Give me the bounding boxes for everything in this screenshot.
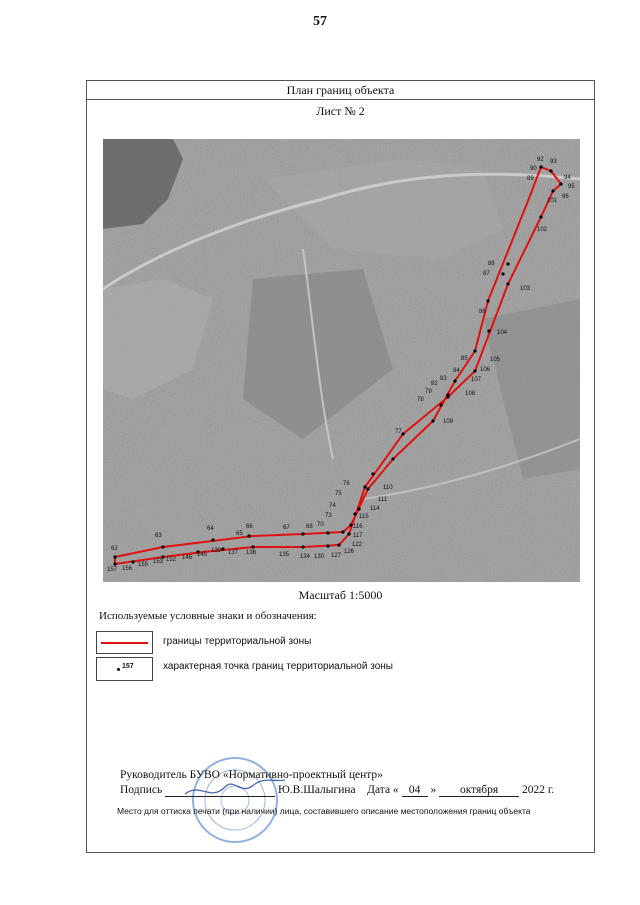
point-label: 127	[331, 553, 342, 559]
point-label: 75	[335, 491, 342, 497]
point-label: 106	[480, 367, 491, 373]
point-label: 88	[488, 261, 495, 267]
sign-label: Подпись	[120, 784, 163, 796]
point-label: 95	[568, 184, 575, 190]
point-label: 135	[279, 552, 290, 558]
point-label: 66	[246, 524, 253, 530]
point-label: 76	[343, 481, 350, 487]
point-label: 68	[306, 524, 313, 530]
point-label: 102	[537, 227, 548, 233]
point-label: 108	[465, 391, 476, 397]
point-label: 62	[111, 546, 118, 552]
point-label: 136	[246, 550, 257, 556]
signature-line	[120, 784, 554, 797]
document-title: План границ объекта	[86, 80, 595, 100]
point-label: 93	[550, 159, 557, 165]
point-label: 114	[370, 506, 380, 512]
point-label: 157	[107, 567, 118, 573]
aerial-map	[103, 139, 580, 582]
stamp-note: Место для оттиска печати (при наличии) лица, составившего описание местоположения границ объекта	[117, 806, 531, 816]
signature-blank	[165, 784, 275, 797]
point-label: 65	[236, 531, 243, 537]
sheet-number: Лист № 2	[316, 104, 365, 118]
point-label: 126	[344, 549, 355, 555]
point-label: 104	[497, 330, 508, 336]
point-label: 109	[443, 419, 454, 425]
date-label: Дата «	[367, 784, 399, 796]
seal-stamp	[180, 752, 290, 847]
point-label: 67	[283, 525, 290, 531]
legend-point-sample	[96, 657, 153, 681]
legend-point-number: 157	[122, 663, 134, 670]
point-label: 101	[547, 198, 558, 204]
map-scale: Масштаб 1:5000	[298, 588, 383, 602]
legend-point-dot	[117, 668, 120, 671]
point-label: 64	[207, 526, 214, 532]
legend-point-label: характерная точка границ территориальной зоны	[163, 661, 393, 672]
point-label: 86	[479, 309, 486, 315]
point-label: 73	[325, 513, 332, 519]
point-label: 134	[300, 554, 311, 560]
date-sep: »	[430, 784, 437, 796]
point-label: 117	[353, 533, 363, 539]
point-label: 156	[122, 566, 133, 572]
date-month: октября	[439, 784, 519, 797]
point-label: 110	[383, 485, 393, 491]
point-label: 153	[153, 559, 164, 565]
point-label: 77	[395, 429, 402, 435]
point-label: 79	[425, 389, 432, 395]
point-label: 155	[138, 562, 149, 568]
point-label: 82	[431, 381, 438, 387]
page-number: 57	[313, 14, 327, 29]
point-label: 122	[352, 542, 363, 548]
point-label: 84	[453, 368, 460, 374]
point-label: 89	[527, 176, 534, 182]
point-label: 130	[314, 554, 325, 560]
point-label: 139	[211, 548, 222, 554]
point-label: 145	[197, 552, 208, 558]
point-label: 87	[483, 271, 490, 277]
point-label: 111	[378, 497, 388, 503]
legend-line-sample	[96, 631, 153, 654]
point-label: 115	[359, 514, 369, 520]
date-day: 04	[402, 784, 428, 797]
point-label: 74	[329, 503, 336, 509]
point-label: 103	[520, 286, 531, 292]
signer-name: Ю.В.Шалыгина	[277, 784, 356, 796]
point-label: 152	[166, 557, 177, 563]
director-line: Руководитель БУВО «Нормативно-проектный центр»	[120, 769, 383, 781]
point-label: 94	[564, 175, 571, 181]
point-label: 85	[461, 356, 468, 362]
point-label: 96	[562, 194, 569, 200]
point-label: 146	[182, 555, 193, 561]
point-label: 116	[353, 524, 363, 530]
point-label: 83	[440, 376, 447, 382]
point-label: 63	[155, 533, 162, 539]
point-label: 70	[317, 522, 324, 528]
point-label: 105	[490, 357, 501, 363]
legend-line-label: границы территориальной зоны	[163, 636, 312, 647]
point-label: 107	[471, 377, 482, 383]
point-label: 78	[417, 397, 424, 403]
legend-title: Используемые условные знаки и обозначения:	[99, 610, 317, 622]
point-label: 90	[530, 166, 537, 172]
point-label: 137	[228, 550, 239, 556]
legend-red-line	[101, 642, 148, 644]
date-year: 2022 г.	[521, 784, 555, 796]
point-label: 92	[537, 157, 544, 163]
